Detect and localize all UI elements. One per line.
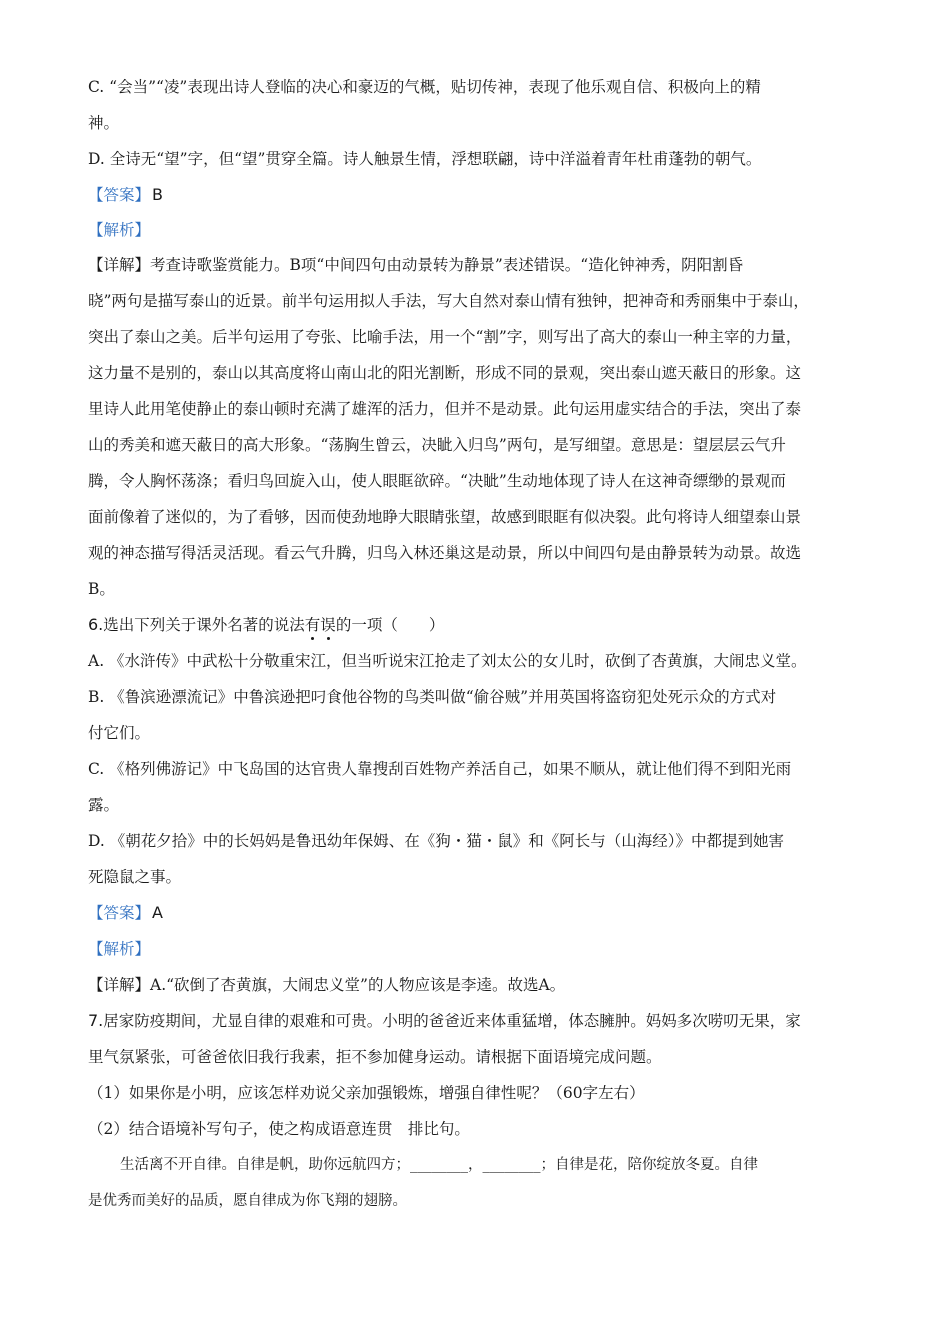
q6-stem bbox=[88, 614, 444, 636]
q5-detail-line-2: 突出了泰山之美。后半句运用了夸张、比喻手法，用一个“割”字，则写出了高大的泰山一种主宰的力量， bbox=[88, 328, 802, 346]
emphasis-char: 误 bbox=[320, 616, 336, 634]
q6-option-c-line2: 露。 bbox=[88, 796, 120, 814]
q7-passage-line1: 生活离不开自律。自律是帆，助你远航四方；________，________；自律是花，陪你绽放冬夏。自律 bbox=[120, 1157, 758, 1173]
answer-value: A bbox=[152, 903, 163, 922]
q5-detail-line-5: 山的秀美和遮天蔽日的高大形象。“荡胸生曾云，决眦入归鸟”两句，是写细望。意思是：望层层云气升 bbox=[88, 436, 786, 454]
answer-value: B bbox=[152, 185, 163, 204]
question-number: 7. bbox=[88, 1011, 104, 1030]
detail-tag: 【详解】 bbox=[88, 256, 151, 274]
q7-sub1: （1）如果你是小明，应该怎样劝说父亲加强锻炼，增强自律性呢？（60字左右） bbox=[88, 1084, 645, 1102]
answer-tag: 【答案】 bbox=[88, 186, 151, 204]
q5-detail-line-8: 观的神态描写得活灵活现。看云气升腾，归鸟入林还巢这是动景，所以中间四句是由静景转为动景。故选 bbox=[88, 544, 802, 562]
analysis-tag: 【解析】 bbox=[88, 221, 151, 239]
q5-answer-line bbox=[88, 184, 163, 206]
q5-detail-line-4: 里诗人此用笔使静止的泰山顿时充满了雄浑的活力，但并不是动景。此句运用虚实结合的手法，突出了泰 bbox=[88, 400, 802, 418]
q5-detail-line-0 bbox=[88, 254, 743, 276]
q7-stem-line1 bbox=[88, 1010, 801, 1032]
detail-text: A.“砍倒了杏黄旗，大闹忠义堂”的人物应该是李逵。故选A。 bbox=[150, 976, 566, 994]
detail-text: 考查诗歌鉴赏能力。B项“中间四句由动景转为静景”表述错误。“造化钟神秀，阴阳割昏 bbox=[150, 256, 744, 274]
q5-detail-line-9: B。 bbox=[88, 580, 115, 598]
q6-option-b-line2: 付它们。 bbox=[88, 724, 151, 742]
q5-option-c-line2: 神。 bbox=[88, 114, 120, 132]
detail-tag: 【详解】 bbox=[88, 976, 151, 994]
q6-option-a: A. 《水浒传》中武松十分敬重宋江，但当听说宋江抢走了刘太公的女儿时，砍倒了杏黄旗，大闹忠义堂。 bbox=[88, 652, 807, 670]
q6-option-d-line2: 死隐鼠之事。 bbox=[88, 868, 182, 886]
q6-stem-tail: 的一项（ ） bbox=[335, 616, 445, 634]
q5-detail-line-3: 这力量不是别的，泰山以其高度将山南山北的阳光割断，形成不同的景观，突出泰山遮天蔽日的形象。这 bbox=[88, 364, 802, 382]
question-number: 6. bbox=[88, 615, 104, 634]
q7-stem-line2: 里气氛紧张，可爸爸依旧我行我素，拒不参加健身运动。请根据下面语境完成问题。 bbox=[88, 1048, 662, 1066]
q5-detail-line-1: 晓”两句是描写泰山的近景。前半句运用拟人手法，写大自然对泰山情有独钟，把神奇和秀丽集中于泰山， bbox=[88, 292, 809, 310]
q6-stem-text: 选出下列关于课外名著的说法 bbox=[103, 616, 305, 634]
q7-stem-text: 居家防疫期间，尤显自律的艰难和可贵。小明的爸爸近来体重猛增，体态臃肿。妈妈多次唠叨无果，家 bbox=[103, 1012, 801, 1030]
q5-detail-line-7: 面前像着了迷似的，为了看够，因而使劲地睁大眼睛张望，故感到眼眶有似决裂。此句将诗人细望泰山景 bbox=[88, 508, 802, 526]
q7-sub2: （2）结合语境补写句子，使之构成语意连贯 排比句。 bbox=[88, 1120, 470, 1138]
emphasis-char: 有 bbox=[304, 616, 321, 634]
q6-option-d-line1: D. 《朝花夕拾》中的长妈妈是鲁迅幼年保姆、在《狗・猫・鼠》和《阿长与（山海经）》中都提到她害 bbox=[88, 832, 784, 850]
q5-option-c-line1: C. “会当”“凌”表现出诗人登临的决心和豪迈的气概，贴切传神，表现了他乐观自信、积极向上的精 bbox=[88, 78, 761, 96]
q6-detail bbox=[88, 974, 565, 996]
q5-option-d: D. 全诗无“望”字，但“望”贯穿全篇。诗人触景生情，浮想联翩，诗中洋溢着青年杜甫蓬勃的朝气。 bbox=[88, 150, 762, 168]
q7-passage-line2: 是优秀而美好的品质，愿自律成为你飞翔的翅膀。 bbox=[88, 1193, 407, 1209]
analysis-tag: 【解析】 bbox=[88, 940, 151, 958]
q6-option-c-line1: C. 《格列佛游记》中飞岛国的达官贵人靠搜刮百姓物产养活自己，如果不顺从，就让他们得不到阳光雨 bbox=[88, 760, 792, 778]
q6-option-b-line1: B. 《鲁滨逊漂流记》中鲁滨逊把叼食他谷物的鸟类叫做“偷谷贼”并用英国将盗窃犯处死示众的方式对 bbox=[88, 688, 777, 706]
q6-answer-line bbox=[88, 902, 163, 924]
q5-detail-line-6: 腾，令人胸怀荡涤；看归鸟回旋入山，使人眼眶欲碎。“决眦”生动地体现了诗人在这神奇缥缈的景观而 bbox=[88, 472, 786, 490]
answer-tag: 【答案】 bbox=[88, 904, 151, 922]
